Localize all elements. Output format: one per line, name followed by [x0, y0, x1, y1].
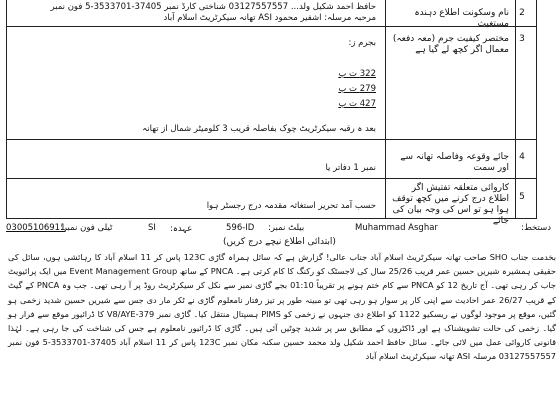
first-information-text: بخدمت جناب SHO صاحب تھانہ سیکرٹریٹ اسلام آباد جناب عالی! گزارش ہے کہ سائل ہمراہ گاڑی 123C پاس کر 11 اسلام آباد کا رہائشی ہوں، سائل کی حقیقی ہمشیرہ شیریں حسین عمر قریب 25/26 سال کی لاجسٹک کو رکنگ کا کام کرتی ہے۔ PNCA کے ساتھ Event Management Group میں ایک پرائیویٹ جاب کر رہی تھی۔ آج تاریخ 12 کو PNCA سے کام ختم ہونے پر تقریباً 01:10 بجے گاڑی نمبر سے نکل کر سیکرٹریٹ روڈ پر آ رہی تھی۔ جب وہ PNCA کے گیٹ کے قریب 26/27 عمر احادیث سے اپنی کار پر سوار ہو رہی تھی تو مبینہ طور پر تیز رفتار نامعلوم گاڑی نے ٹکر مار دی جس سے شیریں حسین شدید زخمی ہو گئیں، موقع پر موجود لوگوں نے ریسکیو 1122 کو اطلاع دی جنہوں نے زخمی کو PIMS ہسپتال منتقل کیا۔ گاڑی نمبر V8/AYE-379 کا ڈرائیور موقع سے فرار ہو گیا۔ زخمی کی حالت تشویشناک ہے اور ڈاکٹروں کے مطابق سر پر شدید چوٹیں آئی ہیں۔ گاڑی کا ڈرائیور نامعلوم ہے جس کی شناخت کی جا رہی ہے۔ لہٰذا قانونی کاروائی عمل میں لائی جائے۔ سائل حافظ احمد شکیل ولد محمد حسین سکنہ مکان نمبر 123C پاس کر 11 اسلام آباد 37405-3533701-5 فون نمبر 03127557557 مرسلہ ASI تھانہ سیکرٹریٹ اسلام آباد: [8, 252, 556, 362]
offence-section: 322 ت پ: [338, 69, 376, 79]
rank-value: SI: [148, 223, 156, 233]
report-heading: (ابتدائی اطلاع نیچے درج کریں): [223, 237, 336, 247]
belt-number: 596-ID: [226, 223, 255, 233]
offence-label: بجرم ز:: [348, 38, 376, 48]
row-question: نام وسکونت اطلاع دہندہ مستغیث: [414, 8, 509, 29]
action-taken: حسب آمد تحریر استغاثہ مقدمہ درج رجسٹر ہوا: [206, 201, 376, 211]
row-divider: [7, 139, 536, 140]
column-divider: [385, 0, 386, 218]
offence-section: 427 ت پ: [338, 99, 376, 109]
column-divider: [515, 0, 516, 218]
delay-reason: نمبر 1 دفاتر یا: [325, 163, 376, 173]
row-number: 4: [519, 152, 525, 162]
row-number: 5: [519, 192, 525, 202]
location-detail: بعد ہ رقبہ سیکرٹریٹ چوک بفاصلہ قریب 3 کلومیٹر شمال از تھانہ: [142, 124, 376, 134]
row-divider: [7, 178, 536, 179]
row-question: جائے وقوعہ وفاصلہ تھانہ سے اور سمت: [400, 152, 509, 173]
signature-label: دستخط:: [521, 223, 551, 233]
phone-label: ٹیلی فون نمبر:: [60, 223, 113, 233]
row-question: کاروائی متعلقہ تفتیش اگر اطلاع درج کرنے میں کچھ توقف ہوا ہو تو اس کی وجہ بیان کی جائے: [392, 183, 509, 226]
belt-label: بیلٹ نمبر:: [268, 223, 305, 233]
phone-number: 03005106911: [6, 223, 66, 233]
row-question: مختصر کیفیت جرم (معہ دفعہ) معمال اگر کچھ لے گیا ہے: [392, 34, 509, 55]
complainant-contact: حافظ احمد شکیل ولد... 03127557557 شناختی کارڈ نمبر 37405-3533701-5 فون نمبر: [50, 2, 376, 12]
officer-name: Muhammad Asghar: [355, 223, 438, 233]
row-number: 2: [519, 8, 525, 18]
fir-form-table: [6, 0, 537, 226]
complainant-sender: مرحبہ مرسلہ: اشفیر محمود ASI تھانہ سیکرٹریٹ اسلام آباد: [163, 13, 376, 23]
row-number: 3: [519, 34, 525, 44]
offence-section: 279 ت پ: [338, 84, 376, 94]
rank-label: عہدہ:: [170, 224, 193, 234]
